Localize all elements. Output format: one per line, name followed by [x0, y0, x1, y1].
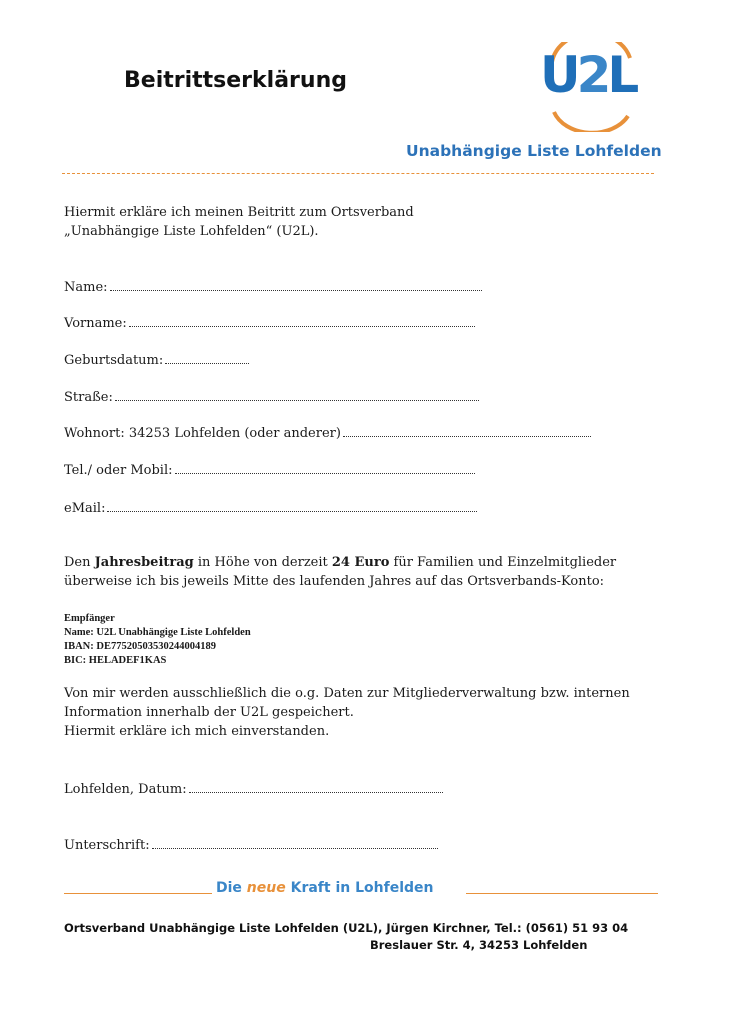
slogan-banner	[64, 880, 658, 902]
fee-text-2: in Höhe von derzeit	[193, 555, 332, 570]
strasse-input-line[interactable]	[115, 390, 479, 401]
fee-text-1: Den	[64, 555, 95, 570]
privacy-line-1: Von mir werden ausschließlich die o.g. Daten zur Mitgliederverwaltung bzw. internen	[64, 686, 630, 701]
logo-wordmark	[540, 46, 636, 104]
wohnort-label: Wohnort: 34253 Lohfelden (oder anderer)	[64, 426, 341, 441]
bank-bic: BIC: HELADEF1KAS	[64, 655, 167, 666]
footer-line-1: Ortsverband Unabhängige Liste Lohfelden (U2L), Jürgen Kirchner, Tel.: (0561) 51 93 04	[64, 921, 629, 935]
telefon-label: Tel./ oder Mobil:	[64, 463, 173, 478]
geburtsdatum-input-line[interactable]	[165, 353, 249, 364]
intro-line-1: Hiermit erkläre ich meinen Beitritt zum Ortsverband	[64, 205, 414, 220]
slogan-line-right	[466, 893, 658, 894]
email-input-line[interactable]	[107, 501, 477, 512]
email-label: eMail:	[64, 501, 106, 516]
u2l-logo	[538, 42, 642, 132]
telefon-field[interactable]	[64, 463, 475, 478]
slogan-line-left	[64, 893, 212, 894]
bank-recipient-heading: Empfänger	[64, 613, 115, 624]
date-input-line[interactable]	[189, 782, 443, 793]
name-input-line[interactable]	[110, 280, 482, 291]
name-label: Name:	[64, 280, 108, 295]
header-divider	[62, 173, 654, 174]
bank-details	[64, 612, 251, 668]
privacy-line-2: Information innerhalb der U2L gespeichert.	[64, 705, 354, 720]
email-field[interactable]	[64, 501, 477, 516]
signature-input-line[interactable]	[152, 838, 438, 849]
date-label: Lohfelden, Datum:	[64, 782, 187, 797]
footer-line-2: Breslauer Str. 4, 34253 Lohfelden	[370, 938, 588, 952]
wohnort-input-line[interactable]	[343, 426, 591, 437]
logo-l: L	[607, 46, 636, 104]
fee-text-3: für Familien und Einzelmitglieder	[389, 555, 617, 570]
organization-name: Unabhängige Liste Lohfelden	[406, 142, 662, 160]
strasse-field[interactable]	[64, 390, 479, 405]
vorname-input-line[interactable]	[129, 316, 475, 327]
vorname-label: Vorname:	[64, 316, 127, 331]
fee-paragraph	[64, 553, 616, 591]
logo-2: 2	[576, 46, 608, 104]
signature-field[interactable]	[64, 838, 438, 853]
geburtsdatum-label: Geburtsdatum:	[64, 353, 164, 368]
slogan-part-2: neue	[246, 880, 286, 896]
intro-text	[64, 203, 414, 241]
privacy-paragraph	[64, 684, 630, 741]
slogan-part-3: Kraft in Lohfelden	[285, 880, 434, 896]
telefon-input-line[interactable]	[175, 463, 475, 474]
fee-bold-2: 24 Euro	[331, 555, 390, 570]
bank-iban: IBAN: DE77520503530244004189	[64, 641, 216, 652]
page-title: Beitrittserklärung	[124, 68, 347, 93]
intro-line-2: „Unabhängige Liste Lohfelden“ (U2L).	[64, 224, 319, 239]
bank-name: Name: U2L Unabhängige Liste Lohfelden	[64, 627, 251, 638]
fee-bold-1: Jahresbeitrag	[94, 555, 194, 570]
date-field[interactable]	[64, 782, 443, 797]
slogan-text	[216, 880, 433, 896]
signature-label: Unterschrift:	[64, 838, 150, 853]
strasse-label: Straße:	[64, 390, 113, 405]
fee-line-2: überweise ich bis jeweils Mitte des laufenden Jahres auf das Ortsverbands-Konto:	[64, 574, 605, 589]
geburtsdatum-field[interactable]	[64, 353, 249, 368]
wohnort-field[interactable]	[64, 426, 591, 441]
slogan-part-1: Die	[216, 880, 247, 896]
name-field[interactable]	[64, 280, 482, 295]
fee-line-1	[64, 553, 616, 572]
logo-u: U	[540, 46, 577, 104]
vorname-field[interactable]	[64, 316, 475, 331]
privacy-line-3: Hiermit erkläre ich mich einverstanden.	[64, 724, 330, 739]
